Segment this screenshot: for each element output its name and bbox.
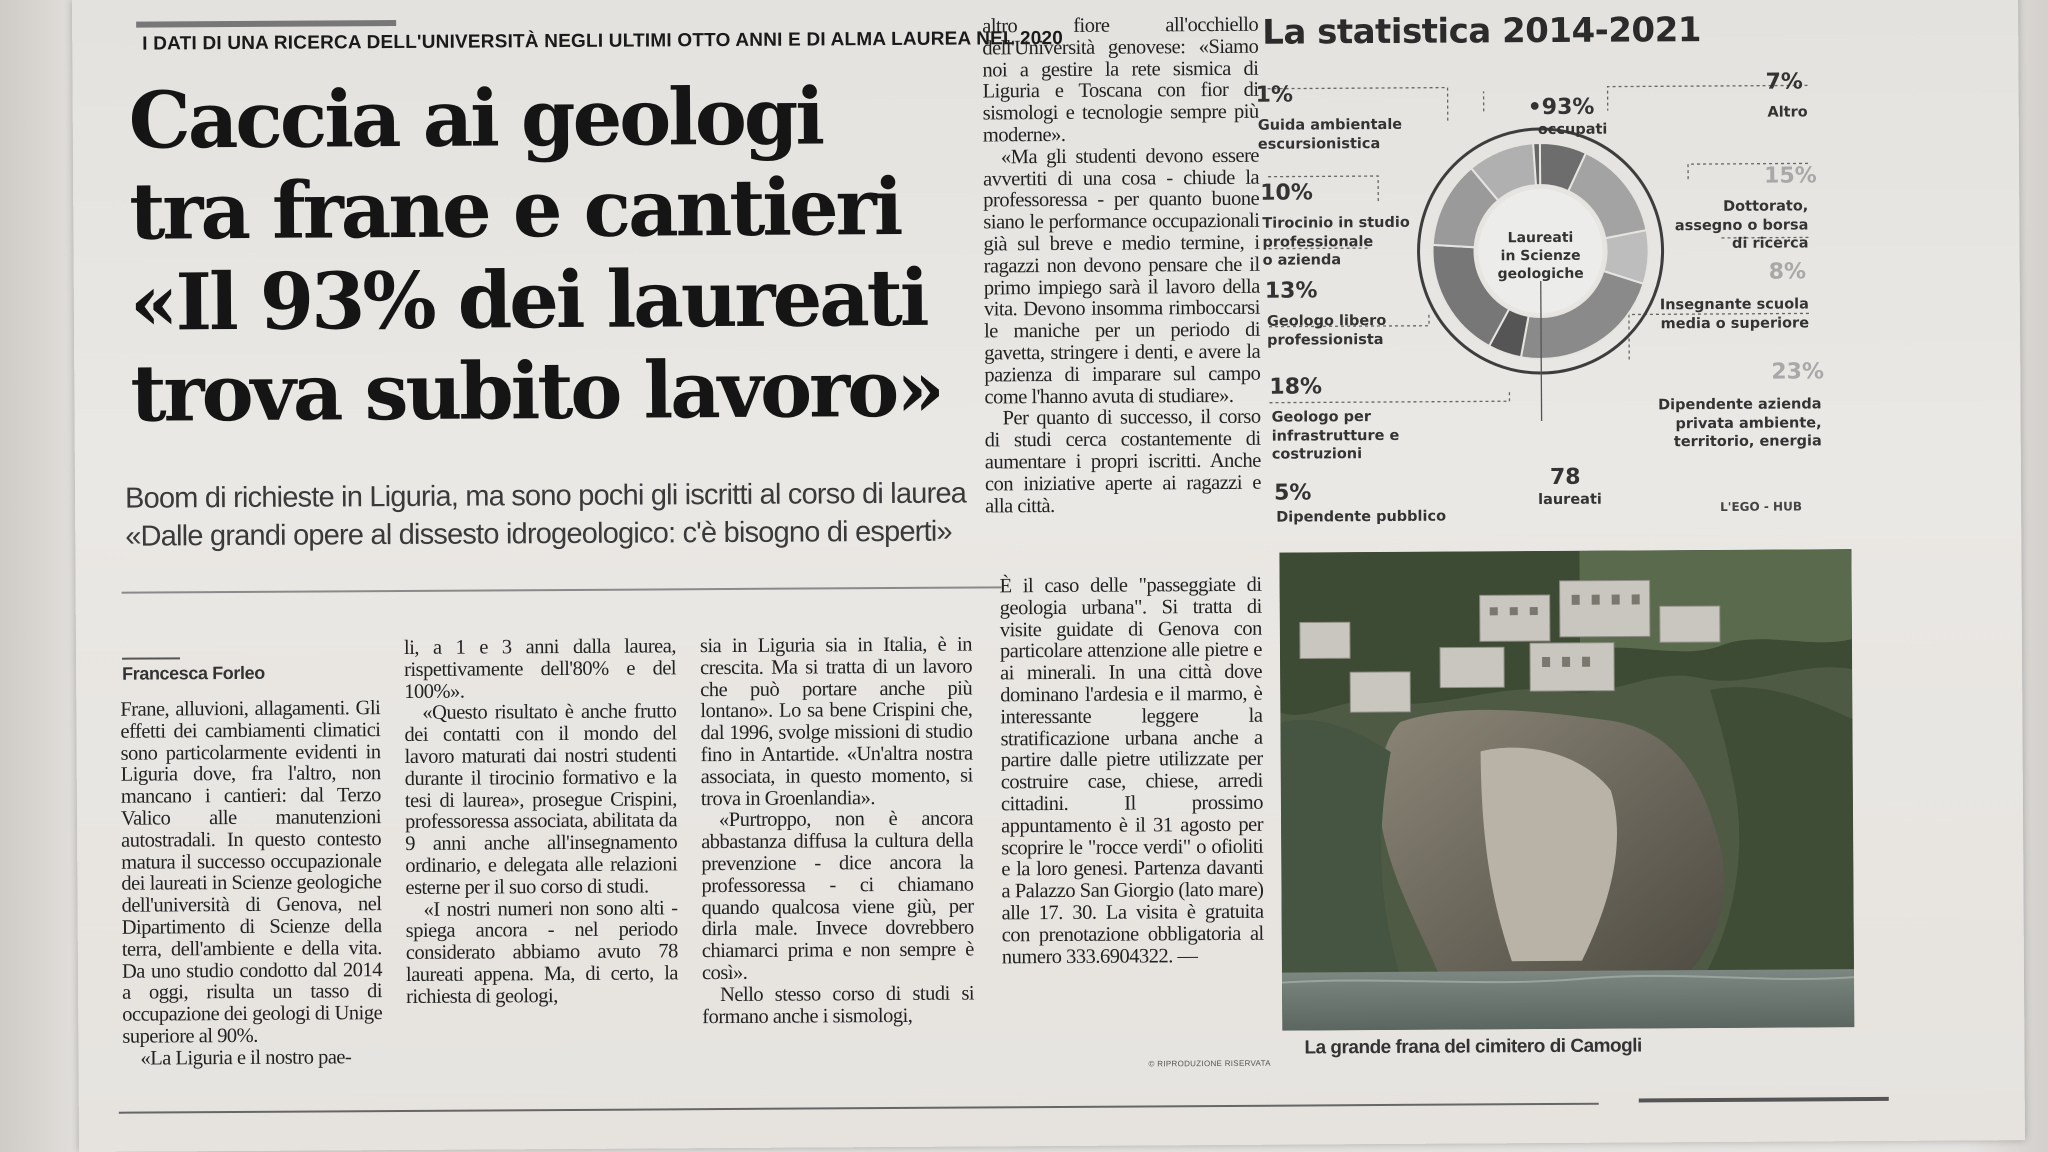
- bottom-rule: [119, 1103, 1599, 1114]
- headline-line: trova subito lavoro»: [130, 343, 943, 440]
- label-occupati: occupati: [1537, 121, 1608, 139]
- pct-occupati: •93%: [1527, 94, 1595, 121]
- pct-insegnante: 8%: [1768, 259, 1807, 285]
- donut-center-label: [1492, 229, 1588, 284]
- paragraph: Frane, alluvioni, allagamenti. Gli effetti dei cambiamenti climatici sono particolarmente evidenti in Liguria dove, fra l'altro, non mancano i cantieri: dal Terzo Valico alle manutenzioni autostradali. In questo contesto matura il successo occupazionale dei laureati in Scienze geologiche dell'università di Genova, nel Dipartimento di Scienze della terra, dell'ambiente e della vita. Da uno studio condotto dal 2014 a oggi, risulta un tasso di occupazione dei geologi di Unige superiore al 90%.: [120, 697, 383, 1048]
- paragraph: altro fiore all'occhiello dell'Università genovese: «Siamo noi a gestire la rete sismica di Liguria e Toscana con fior di sismologi e tecnologie sempre più moderne».: [982, 13, 1259, 147]
- paragraph: «I nostri numeri non sono alti - spiega ancora - nel periodo considerato abbiamo avuto 78 laureati appena. Ma, di certo, la richiesta di geologi,: [405, 896, 679, 1008]
- author-rule: [122, 657, 180, 659]
- pct-dottorato: 15%: [1764, 163, 1817, 189]
- label-libero: Geologo libero professionista: [1266, 312, 1387, 349]
- paragraph: «Purtroppo, non è ancora abbastanza diffusa la cultura della prevenzione - dice ancora la professoressa - ci chiamano quando qualcosa viene giù, per dirla male. Invece dovrebbero chiamarci prima e non sempre è così».: [701, 807, 974, 985]
- top-rule: [136, 20, 396, 28]
- pct-total: 78: [1549, 464, 1581, 490]
- photo-illustration: [1279, 549, 1854, 1030]
- pct-altro: 7%: [1765, 69, 1803, 95]
- label-guida: Guida ambientale escursionistica: [1257, 116, 1403, 153]
- pct-privata: 23%: [1771, 359, 1825, 385]
- divider: [122, 586, 1002, 593]
- infographic-chart: [1247, 59, 1830, 533]
- subhead-line: Boom di richieste in Liguria, ma sono pochi gli iscritti al corso di laurea: [124, 477, 967, 515]
- paragraph: È il caso delle "passeggiate di geologia urbana". Si tratta di visite guidate di Genova con particolare attenzione alle pietre e ai minerali. In una città dove dominano l'ardesia e il marmo, è interessante leggere la stratificazione urbana anche a partire dalle pietre utilizzate per costruire case, chiese, arredi cittadini. Il prossimo appuntamento è il 31 agosto per scoprire le "rocce verdi" o ofioliti e la loro genesi. Partenza davanti a Palazzo San Giorgio (lato mare) alle 17. 30. La visita è gratuita con prenotazione obbligatoria al numero 333.6904322. —: [999, 573, 1264, 968]
- infographic-title: La statistica 2014-2021: [1262, 10, 1702, 53]
- bottom-rule-right: [1639, 1097, 1889, 1103]
- article-column-1: [120, 698, 382, 1070]
- landslide-photo: [1279, 549, 1854, 1030]
- center-label-line: in Scienze: [1500, 247, 1581, 265]
- center-label-line: Laureati: [1507, 229, 1574, 247]
- headline: [128, 70, 1030, 439]
- subhead: [125, 474, 1025, 555]
- article-column-2: [404, 636, 678, 1008]
- label-dottorato: Dottorato, assegno o borsa di ricerca: [1674, 198, 1809, 252]
- label-pubblico: Dipendente pubblico: [1276, 508, 1447, 526]
- paragraph: Nello stesso corso di studi si formano anche i sismologi,: [702, 982, 975, 1028]
- headline-line: «Il 93% dei laureati: [129, 252, 927, 349]
- label-infrastrutture: Geologo per infrastrutture e costruzioni: [1271, 409, 1400, 463]
- kicker: I DATI DI UNA RICERCA DELL'UNIVERSITÀ NEGLI ULTIMI OTTO ANNI E DI ALMA LAUREA NEL 2020: [142, 27, 1064, 55]
- article-column-4: [982, 15, 1261, 518]
- pct-libero: 13%: [1264, 278, 1318, 304]
- copyright-credit: © RIPRODUZIONE RISERVATA: [1148, 1058, 1271, 1069]
- paragraph: «La Liguria e il nostro pae-: [140, 1046, 352, 1070]
- pct-guida: 1%: [1255, 82, 1294, 108]
- total-leader: [1541, 281, 1542, 421]
- headline-line: tra frane e cantieri: [129, 161, 901, 258]
- headline-line: Caccia ai geologi: [128, 71, 823, 167]
- pct-pubblico: 5%: [1273, 480, 1312, 506]
- subhead-line: «Dalle grandi opere al dissesto idrogeologico: c'è bisogno di esperti»: [125, 515, 952, 553]
- paragraph: «Ma gli studenti devono essere avvertiti di una cosa - chiude la professoressa - per quanto buone siano le performance occupazionali già sul breve e medio termine, i ragazzi non devono pensare che il primo impiego sarà il lavoro della vita. Devono insomma rimboccarsi le maniche per un periodo di gavetta, stringere i denti, e avere la pazienza di imparare sul campo come l'hanno avuta di studiare».: [983, 144, 1261, 408]
- label-tirocinio: Tirocinio in studio professionale o azienda: [1262, 214, 1410, 269]
- article-column-5: [1000, 575, 1264, 969]
- pct-tirocinio: 10%: [1260, 180, 1313, 206]
- label-insegnante: Insegnante scuola media o superiore: [1659, 296, 1810, 332]
- label-privata: Dipendente azienda privata ambiente, territorio, energia: [1658, 396, 1822, 451]
- paragraph: Per quanto di successo, il corso di studi cerca costantemente di aumentare i propri iscritti. Anche con iniziative aperte ai ragazzi e alla città.: [984, 406, 1262, 517]
- center-label-line: geologiche: [1497, 265, 1584, 283]
- occupati-value: 93%: [1541, 94, 1595, 121]
- paragraph: sia in Liguria sia in Italia, è in crescita. Ma si tratta di un lavoro che può portare anche più lontano». Lo sa bene Crispini che, dal 1996, svolge missioni di studio fino in Antartide. «Un'altra nostra associata, in questo momento, si trova in Groenlandia».: [699, 633, 973, 810]
- photo-caption: La grande frana del cimitero di Camogli: [1304, 1035, 1642, 1059]
- source-credit: L'EGO - HUB: [1720, 499, 1803, 514]
- newspaper-page: [72, 0, 2025, 1152]
- pct-infrastrutture: 18%: [1269, 374, 1323, 400]
- label-total: laureati: [1538, 491, 1602, 509]
- author-byline: Francesca Forleo: [122, 662, 265, 684]
- article-column-3: [700, 635, 974, 1029]
- label-altro: Altro: [1767, 104, 1808, 121]
- paragraph: li, a 1 e 3 anni dalla laurea, rispettivamente dell'80% e del 100%».: [403, 635, 677, 703]
- paragraph: «Questo risultato è anche frutto dei contatti con il mondo del lavoro maturati dai nostri studenti durante il tirocinio formativo e la tesi di laurea», prosegue Crispini, professoressa associata, abilitata da 9 anni anche all'insegnamento ordinario, e delegata alle relazioni esterne per il suo corso di studi.: [404, 700, 678, 899]
